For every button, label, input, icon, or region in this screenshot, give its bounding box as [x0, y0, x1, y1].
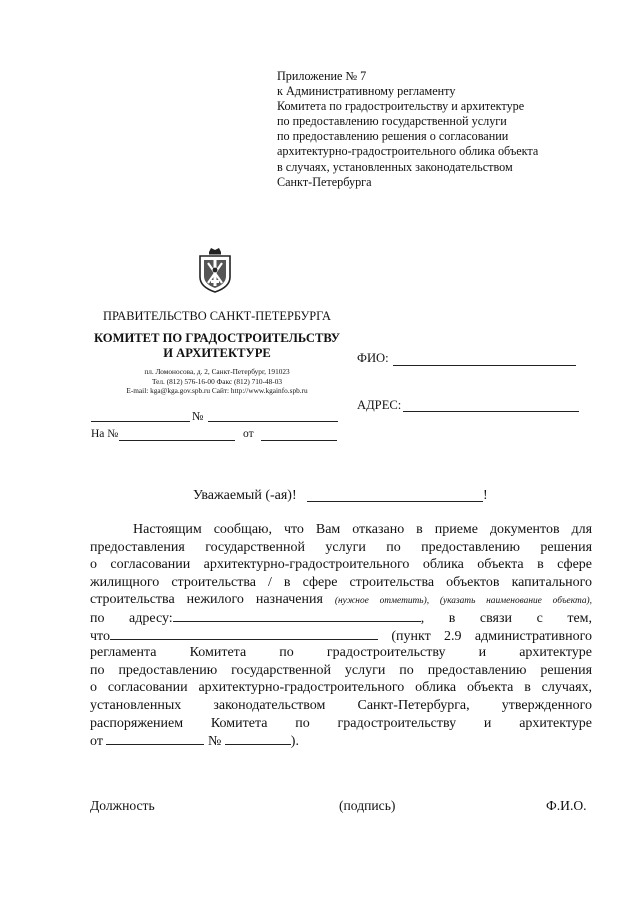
greeting-name-blank — [307, 501, 483, 502]
body-line: жилищного строительства / в сфере строительства объектов капитального — [90, 574, 593, 590]
order-date-blank — [106, 732, 204, 745]
greeting-end: ! — [483, 488, 488, 503]
address-blank — [403, 411, 579, 412]
appendix-line: Санкт-Петербурга — [277, 174, 372, 189]
body-line: по предоставлению государственной услуги по предоставлению решения — [90, 662, 593, 678]
object-address-blank — [173, 609, 421, 622]
appendix-line: Приложение № 7 — [277, 69, 367, 83]
body-line: о согласовании архитектурно-градостроительного облика объекта в сфере — [90, 557, 593, 573]
body-line — [90, 591, 592, 609]
date-blank — [91, 421, 190, 422]
appendix-line: в случаях, установленных законодательством — [277, 159, 513, 174]
committee-name — [92, 331, 342, 361]
number-blank — [208, 421, 338, 422]
fio-label: ФИО: — [357, 351, 389, 365]
committee-contacts — [82, 367, 352, 396]
body-line: установленных законодательством Санкт-Петербурга, утвержденного — [90, 697, 593, 713]
committee-line-1: КОМИТЕТ ПО ГРАДОСТРОИТЕЛЬСТВУ — [93, 331, 341, 345]
signature-label: (подпись) — [339, 798, 396, 813]
appendix-line: по предоставлению решения о согласовании — [277, 129, 509, 144]
letter-body — [90, 521, 592, 751]
body-text: строительства нежилого назначения — [90, 592, 323, 608]
body-line: предоставления государственной услуги по предоставлению решения — [90, 539, 593, 555]
coat-of-arms-icon — [197, 247, 233, 293]
reference-line — [91, 428, 341, 442]
appendix-header — [277, 69, 597, 190]
body-line: что (пункт 2.9 административного — [90, 628, 593, 644]
body-line-last: от № ). — [90, 734, 299, 750]
order-number-blank — [225, 732, 291, 745]
appendix-line: по предоставлению государственной услуги — [277, 114, 507, 129]
appendix-line: архитектурно-градостроительного облика объекта — [277, 144, 539, 159]
outgoing-number-line — [91, 409, 339, 423]
ref-prefix: На № — [91, 428, 119, 440]
body-line: Настоящим сообщаю, что Вам отказано в приеме документов для — [133, 522, 593, 537]
committee-line-2: И АРХИТЕКТУРЕ — [163, 346, 271, 360]
phone-fax: Тел. (812) 576-16-00 Факс (812) 710-48-03 — [151, 376, 283, 386]
body-note: (нужное отметить), (указать наименование объекта), — [334, 596, 593, 607]
government-title: ПРАВИТЕЛЬСТВО САНКТ-ПЕТЕРБУРГА — [103, 309, 331, 323]
position-label: Должность — [90, 798, 155, 813]
address-label: АДРЕС: — [357, 398, 402, 412]
ref-date-blank — [261, 440, 337, 441]
appendix-line: Комитета по градостроительству и архитектуре — [277, 99, 525, 114]
body-line: регламента Комитета по градостроительству и архитектуре — [90, 645, 593, 661]
body-line: по адресу: , в связи с тем, — [90, 610, 593, 626]
number-sign: № — [192, 409, 204, 423]
ref-from: от — [243, 428, 254, 440]
body-line: о согласовании архитектурно-градостроительного облика объекта в случаях, — [90, 680, 593, 696]
reason-blank — [110, 627, 378, 640]
greeting: Уважаемый (-ая)! — [193, 488, 297, 503]
body-line: распоряжением Комитета по градостроительству и архитектуре — [90, 715, 592, 731]
name-label: Ф.И.О. — [546, 798, 587, 813]
appendix-line: к Административному регламенту — [277, 84, 456, 99]
postal-address: пл. Ломоносова, д. 2, Санкт-Петербург, 191023 — [144, 367, 290, 376]
fio-blank — [393, 365, 576, 366]
ref-number-blank — [119, 440, 235, 441]
email-site: E-mail: kga@kga.gov.spb.ru Сайт: http://www.kgainfo.spb.ru — [126, 386, 308, 395]
